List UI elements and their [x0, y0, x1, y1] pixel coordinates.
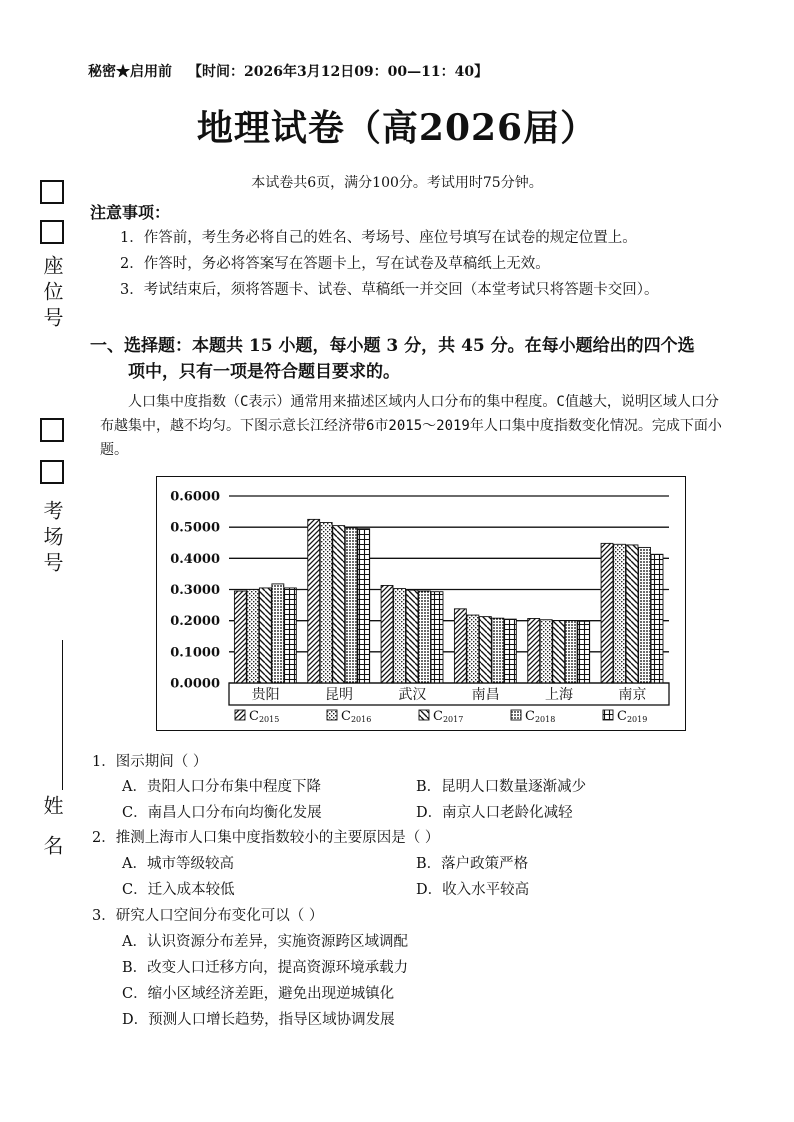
notice-heading: 注意事项： [90, 203, 171, 222]
q2-option-d[interactable]: D．收入水平较高 [416, 882, 530, 898]
exam-time: 【时间：2026年3月12日09：00—11：40】 [188, 64, 489, 80]
q1-option-c[interactable]: C．南昌人口分布向均衡化发展 [122, 805, 322, 821]
y-tick-label: 0.1000 [170, 645, 220, 661]
bar-C2018-贵阳 [272, 584, 284, 683]
category-label: 南昌 [471, 687, 500, 703]
category-label: 贵阳 [251, 687, 280, 703]
legend-label: C2017 [433, 709, 464, 724]
q1-option-b[interactable]: B．昆明人口数量逐渐减少 [416, 779, 587, 795]
bar-C2018-南京 [639, 547, 651, 683]
bar-C2017-昆明 [333, 526, 345, 683]
legend-label: C2016 [341, 709, 372, 724]
y-tick-label: 0.6000 [170, 489, 220, 505]
category-layer [229, 683, 669, 705]
y-tick-label: 0.5000 [170, 520, 220, 536]
bar-C2019-上海 [578, 621, 590, 683]
category-label: 武汉 [398, 687, 427, 703]
category-axis-box [229, 683, 669, 705]
bar-C2016-昆明 [320, 522, 332, 683]
section-heading [90, 333, 695, 385]
name-write-line[interactable] [62, 640, 63, 790]
legend-label: C2018 [525, 709, 556, 724]
bar-C2015-昆明 [308, 519, 320, 683]
q2-option-c[interactable]: C．迁入成本较低 [122, 882, 235, 898]
bar-C2017-武汉 [406, 590, 418, 683]
bar-C2019-南京 [651, 554, 663, 683]
bar-C2019-南昌 [504, 619, 516, 683]
seat-box-2[interactable] [40, 220, 64, 244]
question-1-stem: 1．图示期间（ ） [92, 754, 208, 770]
y-tick-label: 0.0000 [170, 676, 220, 692]
bar-C2016-南昌 [467, 615, 479, 683]
legend-label: C2019 [617, 709, 648, 724]
legend-swatch [235, 710, 245, 720]
bar-C2016-南京 [614, 544, 626, 683]
bar-C2018-上海 [565, 621, 577, 683]
q2-option-a[interactable]: A．城市等级较高 [122, 856, 234, 872]
intro-text: 人口集中度指数（C表示）通常用来描述区域内人口分布的集中程度。C值越大，说明区域人口分布越集中，越不均匀。下图示意长江经济带6市2015～2019年人口集中度指数变化情况。完成下面小题。 [100, 394, 722, 458]
population-concentration-chart [157, 477, 684, 729]
bar-layer [234, 519, 663, 683]
bar-C2017-南京 [626, 545, 638, 683]
legend [235, 709, 647, 724]
bar-C2015-上海 [528, 618, 540, 683]
bar-C2017-贵阳 [259, 588, 271, 683]
category-label: 上海 [545, 687, 573, 703]
bar-C2016-武汉 [394, 589, 406, 683]
legend-label: C2015 [249, 709, 280, 724]
y-tick-label: 0.3000 [170, 583, 220, 598]
page-title: 地理试卷（高2026届） [196, 107, 598, 149]
exam-subtitle: 本试卷共6页，满分100分。考试用时75分钟。 [251, 175, 543, 191]
bar-C2015-贵阳 [234, 591, 246, 683]
q1-option-a[interactable]: A．贵阳人口分布集中程度下降 [122, 779, 321, 795]
seat-number-label: 座位号 [40, 255, 64, 333]
bar-C2017-南昌 [479, 617, 491, 683]
bar-C2017-上海 [553, 621, 565, 683]
y-tick-label: 0.4000 [170, 551, 220, 567]
bar-C2016-贵阳 [247, 590, 259, 684]
question-intro [100, 390, 730, 462]
bar-C2019-贵阳 [284, 588, 296, 683]
notice-item-3: 3．考试结束后，须将答题卡、试卷、草稿纸一并交回（本堂考试只将答题卡交回）。 [120, 282, 659, 298]
bar-C2015-武汉 [381, 585, 393, 683]
section-heading-line-2: 项中，只有一项是符合题目要求的。 [128, 362, 400, 382]
q3-option-a[interactable]: A．认识资源分布差异，实施资源跨区域调配 [122, 934, 408, 950]
bar-C2016-上海 [540, 620, 552, 683]
y-tick-layer [170, 490, 220, 692]
bar-C2015-南昌 [454, 609, 466, 683]
room-box-1[interactable] [40, 418, 64, 442]
section-heading-line-1: 一、选择题：本题共 15 小题，每小题 3 分，共 45 分。在每小题给出的四个选 [90, 336, 695, 356]
chart-frame [156, 476, 686, 731]
legend-swatch [419, 710, 429, 720]
legend-swatch [327, 710, 337, 720]
bar-C2019-武汉 [431, 592, 443, 683]
q3-option-d[interactable]: D．预测人口增长趋势，指导区域协调发展 [122, 1012, 395, 1028]
category-label: 南京 [618, 687, 647, 703]
bar-C2019-昆明 [358, 529, 370, 683]
bar-C2018-武汉 [419, 591, 431, 683]
bar-C2018-南昌 [492, 618, 504, 683]
question-3-stem: 3．研究人口空间分布变化可以（ ） [92, 908, 324, 924]
question-2-stem: 2．推测上海市人口集中度指数较小的主要原因是（ ） [92, 830, 440, 846]
q2-option-b[interactable]: B．落户政策严格 [416, 856, 529, 872]
notice-item-2: 2．作答时，务必将答案写在答题卡上，写在试卷及草稿纸上无效。 [120, 256, 550, 272]
category-label: 昆明 [325, 687, 353, 703]
q3-option-c[interactable]: C．缩小区域经济差距，避免出现逆城镇化 [122, 986, 395, 1002]
q3-option-b[interactable]: B．改变人口迁移方向，提高资源环境承载力 [122, 960, 409, 976]
q1-option-d[interactable]: D．南京人口老龄化减轻 [416, 805, 573, 821]
y-tick-label: 0.2000 [170, 614, 220, 630]
room-number-label: 考场号 [40, 500, 64, 578]
bar-C2018-昆明 [345, 528, 357, 683]
bar-C2015-南京 [601, 543, 613, 683]
legend-swatch [511, 710, 521, 720]
header-line [88, 61, 488, 81]
legend-swatch [603, 710, 613, 720]
room-box-2[interactable] [40, 460, 64, 484]
secret-label: 秘密★启用前 [88, 64, 172, 80]
name-label: 姓名 [40, 795, 64, 875]
notice-item-1: 1．作答前，考生务必将自己的姓名、考场号、座位号填写在试卷的规定位置上。 [120, 230, 637, 246]
